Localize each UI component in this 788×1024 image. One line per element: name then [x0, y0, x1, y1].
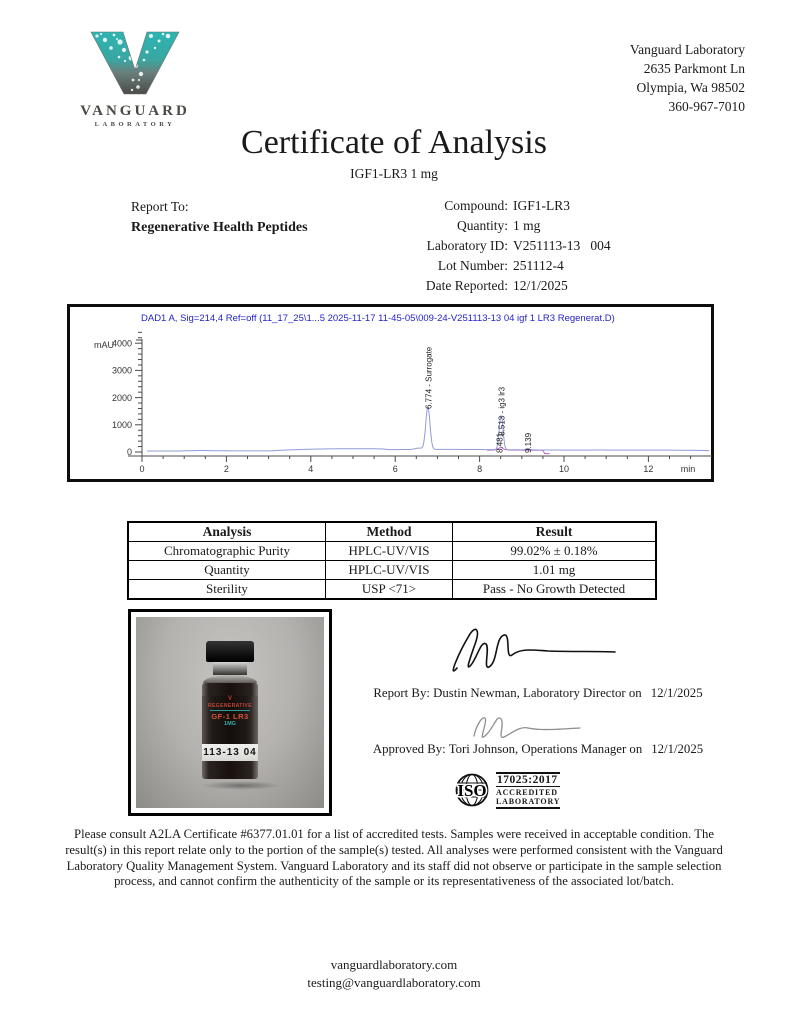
footer-contact [0, 956, 788, 992]
vanguard-logo [80, 30, 190, 128]
table-row [128, 542, 656, 561]
approved-date: 12/1/2025 [651, 742, 704, 756]
report-date: 12/1/2025 [650, 686, 703, 700]
report-to-label: Report To: [131, 199, 189, 214]
svg-text:3000: 3000 [111, 365, 132, 376]
detail-label: Quantity: [457, 218, 508, 233]
logo-word: VANGUARD [80, 103, 190, 119]
disclaimer-text: Please consult A2LA Certificate #6377.01.01 for a list of accredited tests. Samples were received in acceptable condition. The result(s) in this report relate only to the portion of the sample(s) tested. All analyses were performed consistent with the Vanguard Laboratory Quality Management System. Vanguard Laboratory and its staff did not observe or participate in the sample selection process, and cannot confirm the authenticity of the sample or its representativeness of the associated lot/batch. [65, 827, 723, 889]
chromatogram-title: DAD1 A, Sig=214,4 Ref=off (11_17_25\1...5 2025-11-17 11-45-05\009-24-V251113-13 04 igf 1 LR3 Regenerat.D) [141, 313, 615, 324]
iso-badge-text [496, 772, 560, 809]
sample-details-block [398, 196, 611, 296]
vial-label-compound: GF-1 LR3 [211, 712, 249, 721]
svg-text:0: 0 [139, 464, 145, 474]
vial [201, 641, 259, 790]
address-line: Vanguard Laboratory [629, 42, 745, 57]
col-header-method: Method [326, 522, 453, 542]
vanguard-v-icon [89, 30, 181, 96]
svg-text:1000: 1000 [111, 420, 132, 430]
footer-website: vanguardlaboratory.com [330, 957, 458, 972]
svg-text:10: 10 [558, 464, 570, 474]
cell-result: 1.01 mg [453, 561, 657, 580]
svg-text:min: min [680, 464, 696, 474]
footer-email: testing@vanguardlaboratory.com [307, 975, 481, 990]
results-table [127, 521, 657, 600]
iso-standard: 17025:2017 [496, 772, 560, 787]
svg-text:0: 0 [126, 447, 132, 458]
table-header-row [128, 522, 656, 542]
logo-word2: LABORATORY [94, 121, 176, 128]
svg-text:4: 4 [308, 464, 314, 474]
iso-accreditation-badge [452, 770, 560, 810]
detail-value: 1 mg [513, 218, 541, 233]
lab-address-block [630, 40, 745, 116]
vial-shoulder [203, 675, 257, 683]
detail-value: V251113-13 004 [513, 238, 611, 253]
svg-text:12: 12 [643, 464, 654, 474]
approved-by-line [352, 742, 724, 757]
vial-label-mark: V [227, 696, 232, 702]
col-header-analysis: Analysis [128, 522, 326, 542]
director-signature-image [443, 620, 623, 682]
vial-photo-background [136, 617, 324, 808]
report-by-line [352, 686, 724, 701]
document-subtitle: IGF1-LR3 1 mg [350, 166, 438, 181]
cell-method: HPLC-UV/VIS [326, 561, 453, 580]
vial-neck [213, 662, 247, 675]
report-by-text: Report By: Dustin Newman, Laboratory Director on [373, 686, 642, 700]
table-row [128, 580, 656, 600]
vial-label-qty: 1MG [224, 721, 236, 727]
vial-body [202, 683, 258, 779]
cell-result: 99.02% ± 0.18% [453, 542, 657, 561]
table-row [128, 561, 656, 580]
cell-result: Pass - No Growth Detected [453, 580, 657, 600]
detail-label: Date Reported: [425, 278, 508, 293]
detail-label: Compound: [444, 198, 508, 213]
cell-method: HPLC-UV/VIS [326, 542, 453, 561]
svg-text:2000: 2000 [111, 392, 132, 403]
iso-globe-icon [452, 770, 492, 810]
col-header-result: Result [453, 522, 657, 542]
iso-accredited: ACCREDITED [496, 787, 558, 797]
svg-text:8: 8 [477, 464, 483, 474]
cell-method: USP <71> [326, 580, 453, 600]
chromatogram-plot [70, 326, 713, 478]
svg-text:mAU: mAU [94, 340, 114, 350]
svg-text:6.774 - Surrogate: 6.774 - Surrogate [424, 346, 434, 409]
report-to-block [131, 196, 308, 238]
vial-id-strip: 113-13 04 [202, 744, 258, 761]
svg-text:4000: 4000 [111, 338, 132, 349]
sample-vial-photo [128, 609, 332, 816]
approved-by-text: Approved By: Tori Johnson, Operations Manager on [372, 742, 643, 756]
detail-value: 12/1/2025 [513, 278, 568, 293]
svg-text:2: 2 [223, 464, 229, 474]
address-line: 2635 Parkmont Ln [643, 61, 745, 76]
cell-analysis: Sterility [128, 580, 326, 600]
chromatogram-panel [67, 304, 714, 482]
svg-text:8.513 - ig3 lr3: 8.513 - ig3 lr3 [497, 386, 507, 436]
client-name: Regenerative Health Peptides [131, 220, 308, 235]
iso-laboratory: LABORATORY [496, 797, 560, 809]
address-line: Olympia, Wa 98502 [636, 80, 745, 95]
document-title: Certificate of Analysis [241, 124, 547, 161]
cell-analysis: Chromatographic Purity [128, 542, 326, 561]
svg-text:9.139: 9.139 [524, 432, 534, 453]
detail-label: Laboratory ID: [426, 238, 508, 253]
svg-text:6: 6 [392, 464, 398, 474]
iso-letters: ISO [457, 781, 487, 800]
detail-value: 251112-4 [513, 258, 564, 273]
vial-cap [206, 641, 254, 662]
approver-signature-image [466, 704, 586, 746]
svg-text:8.481: 8.481 [495, 432, 505, 453]
detail-value: IGF1-LR3 [513, 198, 570, 213]
cell-analysis: Quantity [128, 561, 326, 580]
detail-label: Lot Number: [437, 258, 508, 273]
vial-label [202, 696, 258, 744]
vial-shadow [201, 781, 281, 790]
address-line: 360-967-7010 [668, 99, 745, 114]
vial-label-brand: REGENERATIVE [208, 703, 252, 709]
